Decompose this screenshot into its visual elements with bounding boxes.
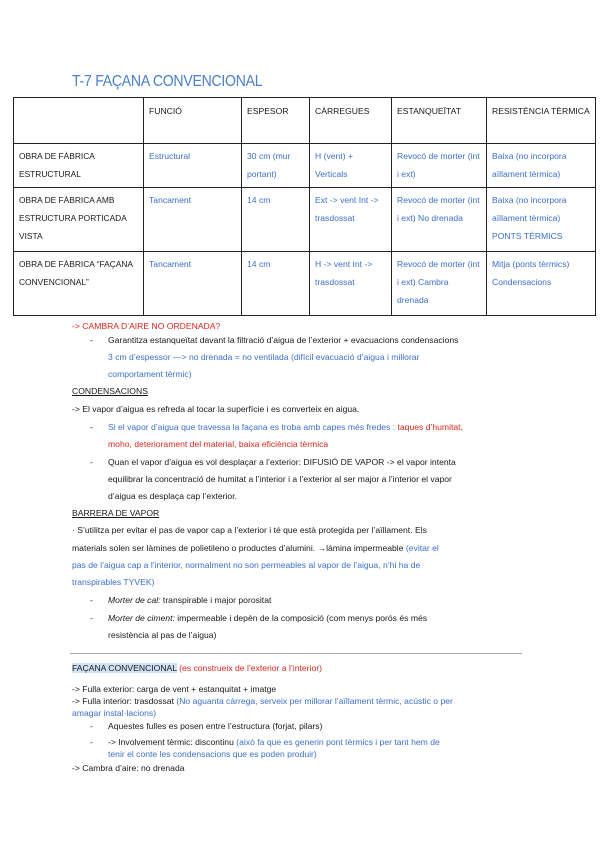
barrera-bullet-2-line-2: resistència al pas de l’aigua) <box>108 630 217 640</box>
header-cell: CÀRREGUES <box>310 98 392 144</box>
cell-resistencia <box>487 188 596 252</box>
cell-estanqueitat: Revocó de morter (int i ext) <box>392 144 487 188</box>
condensacions-line: -> El vapor d’aigua es refreda al tocar la superfície i es converteix en aigua. <box>72 404 360 414</box>
facana-line-4: -> Cambra d’aire: no drenada <box>72 763 185 773</box>
barrera-bullet-2-text: impermeable i depèn de la composició (com menys porós és més <box>174 613 428 623</box>
barrera-line-2-black: materials solen ser làmines de polietileno o productes d’alumini. →làmina impermeable <box>72 543 406 553</box>
facana-bullet-2-blue: (això fa que es generin pont tèrmics i per tant hem de <box>236 737 440 747</box>
bullet-dash: - <box>90 457 93 467</box>
section-divider <box>70 653 522 654</box>
row-name: OBRA DE FÀBRICA AMB ESTRUCTURA PORTICADA VISTA <box>14 188 144 252</box>
barrera-bullet-2 <box>108 610 427 627</box>
header-cell: ESTANQUEÏTAT <box>392 98 487 144</box>
row-name: OBRA DE FÀBRICA “FAÇANA CONVENCIONAL” <box>14 252 144 316</box>
row-name: OBRA DE FÀBRICA ESTRUCTURAL <box>14 144 144 188</box>
barrera-bullet-1-term: Morter de cal: <box>108 595 161 605</box>
barrera-bullet-1-text: transpirable i major porositat <box>160 595 272 605</box>
facana-bullet-2-line-2: tenir el conte les condensacions que es poden produir) <box>108 749 317 759</box>
cell-carregues: Ext -> vent Int -> trasdossat <box>310 188 392 252</box>
barrera-line-2-blue: (evitar el <box>405 543 439 553</box>
cell-funcio: Tancament <box>144 252 242 316</box>
bullet-dash: - <box>90 613 93 623</box>
cell-carregues: H -> vent Int -> trasdossat <box>310 252 392 316</box>
cambra-heading: -> CAMBRA D’AIRE NO ORDENADA? <box>72 321 221 331</box>
cell-estanqueitat: Revocó de morter (int i ext) No drenada <box>392 188 487 252</box>
cell-resistencia-text: Baixa (no incorpora aïllament tèrmica) <box>492 151 567 179</box>
cell-estanqueitat: Revocó de morter (int i ext) Cambra drenada <box>392 252 487 316</box>
condensacions-heading: CONDENSACIONS <box>72 386 148 396</box>
page-title: T-7 FAÇANA CONVENCIONAL <box>72 73 263 90</box>
cambra-bullet: Garantitza estanqueïtat davant la filtració d’aigua de l’exterior + evacuacions condensacions <box>108 335 459 345</box>
cell-resistencia <box>487 252 596 316</box>
barrera-bullet-1 <box>108 592 271 609</box>
bullet-dash: - <box>90 335 93 345</box>
barrera-line-2 <box>72 540 439 557</box>
bullet-dash: - <box>90 595 93 605</box>
cell-espesor: 30 cm (mur portant) <box>242 144 310 188</box>
barrera-line-4: transpirables TYVEK) <box>72 577 155 587</box>
header-cell <box>14 98 144 144</box>
bullet-dash: - <box>90 422 93 432</box>
cambra-sub-line-1: 3 cm d’espessor —> no drenada = no ventilada (difícil evacuació d’aigua i millorar <box>108 352 420 362</box>
cond-bullet-1-red-line-2: moho, deteriorament del material, baixa eficiència tèrmica <box>108 439 329 449</box>
facana-heading-note: (es construeix de l’exterior a l’interior) <box>176 663 322 673</box>
facana-heading-line <box>72 660 322 677</box>
cell-resistencia-text: Baixa (no incorpora aïllament tèrmica) <box>492 195 567 223</box>
facana-line-2-black: -> Fulla interior: trasdossat <box>72 696 177 706</box>
comparison-table <box>13 97 596 316</box>
cond-bullet-2-line-1: Quan el vapor d’aigua es vol desplaçar a l’exterior: DIFUSIÓ DE VAPOR -> el vapor intenta <box>108 457 456 467</box>
cond-bullet-2-line-3: d’aigua es desplaça cap l’exterior. <box>108 491 237 501</box>
table-row <box>14 252 596 316</box>
cell-espesor: 14 cm <box>242 188 310 252</box>
barrera-line-1: · S’utilitza per evitar el pas de vapor cap a l’exterior i té que està protegida per l’aïllament. Els <box>72 525 427 535</box>
table-row <box>14 144 596 188</box>
barrera-heading: BARRERA DE VAPOR <box>72 508 160 518</box>
header-cell: FUNCIÓ <box>144 98 242 144</box>
cond-bullet-1-blue: Si el vapor d’aigua que travessa la façana es troba amb capes més fredes : <box>108 422 398 432</box>
facana-line-2-blue: (No aguanta càrrega, serveix per millorar l’aïllament tèrmic, acústic o per <box>176 696 453 706</box>
cell-resistencia-text: Mitja (ponts tèrmics) Condensacions <box>492 259 570 287</box>
facana-line-1: -> Fulla exterior: carga de vent + estanquitat + imatge <box>72 684 277 694</box>
bullet-dash: - <box>90 737 93 747</box>
table-header-row <box>14 98 596 144</box>
table-row <box>14 188 596 252</box>
condensacions-bullet-1 <box>108 419 528 436</box>
header-cell: RESISTÈNCIA TÈRMICA <box>487 98 596 144</box>
cell-funcio: Estructural <box>144 144 242 188</box>
header-cell: ESPESOR <box>242 98 310 144</box>
cambra-sub-line-2: comportament tèrmic) <box>108 369 192 379</box>
barrera-line-3: pas de l’aigua cap a l’interior, normalment no son permeables al vapor de l’aigua, n’hi ha de <box>72 560 421 570</box>
facana-bullet-1: Aquestes fulles es posen entre l’estructura (forjat, pilars) <box>108 721 323 731</box>
bullet-dash: - <box>90 721 93 731</box>
facana-heading: FAÇANA CONVENCIONAL <box>72 663 177 673</box>
cell-resistencia-extra: PONTS TÈRMICS <box>492 231 563 241</box>
cell-carregues: H (vent) + Verticals <box>310 144 392 188</box>
facana-bullet-2-black: -> Involvement tèrmic: discontinu <box>108 737 237 747</box>
barrera-bullet-2-term: Morter de ciment: <box>108 613 175 623</box>
cond-bullet-2-line-2: equilibrar la concentració de humitat a l’interior i a l’exterior al ser major a l’interior el vapor <box>108 474 452 484</box>
facana-line-3: amagar instal·lacions) <box>72 708 157 718</box>
cell-resistencia <box>487 144 596 188</box>
cell-funcio: Tancament <box>144 188 242 252</box>
cond-bullet-1-red: taques d’humitat, <box>397 422 463 432</box>
cell-espesor: 14 cm <box>242 252 310 316</box>
